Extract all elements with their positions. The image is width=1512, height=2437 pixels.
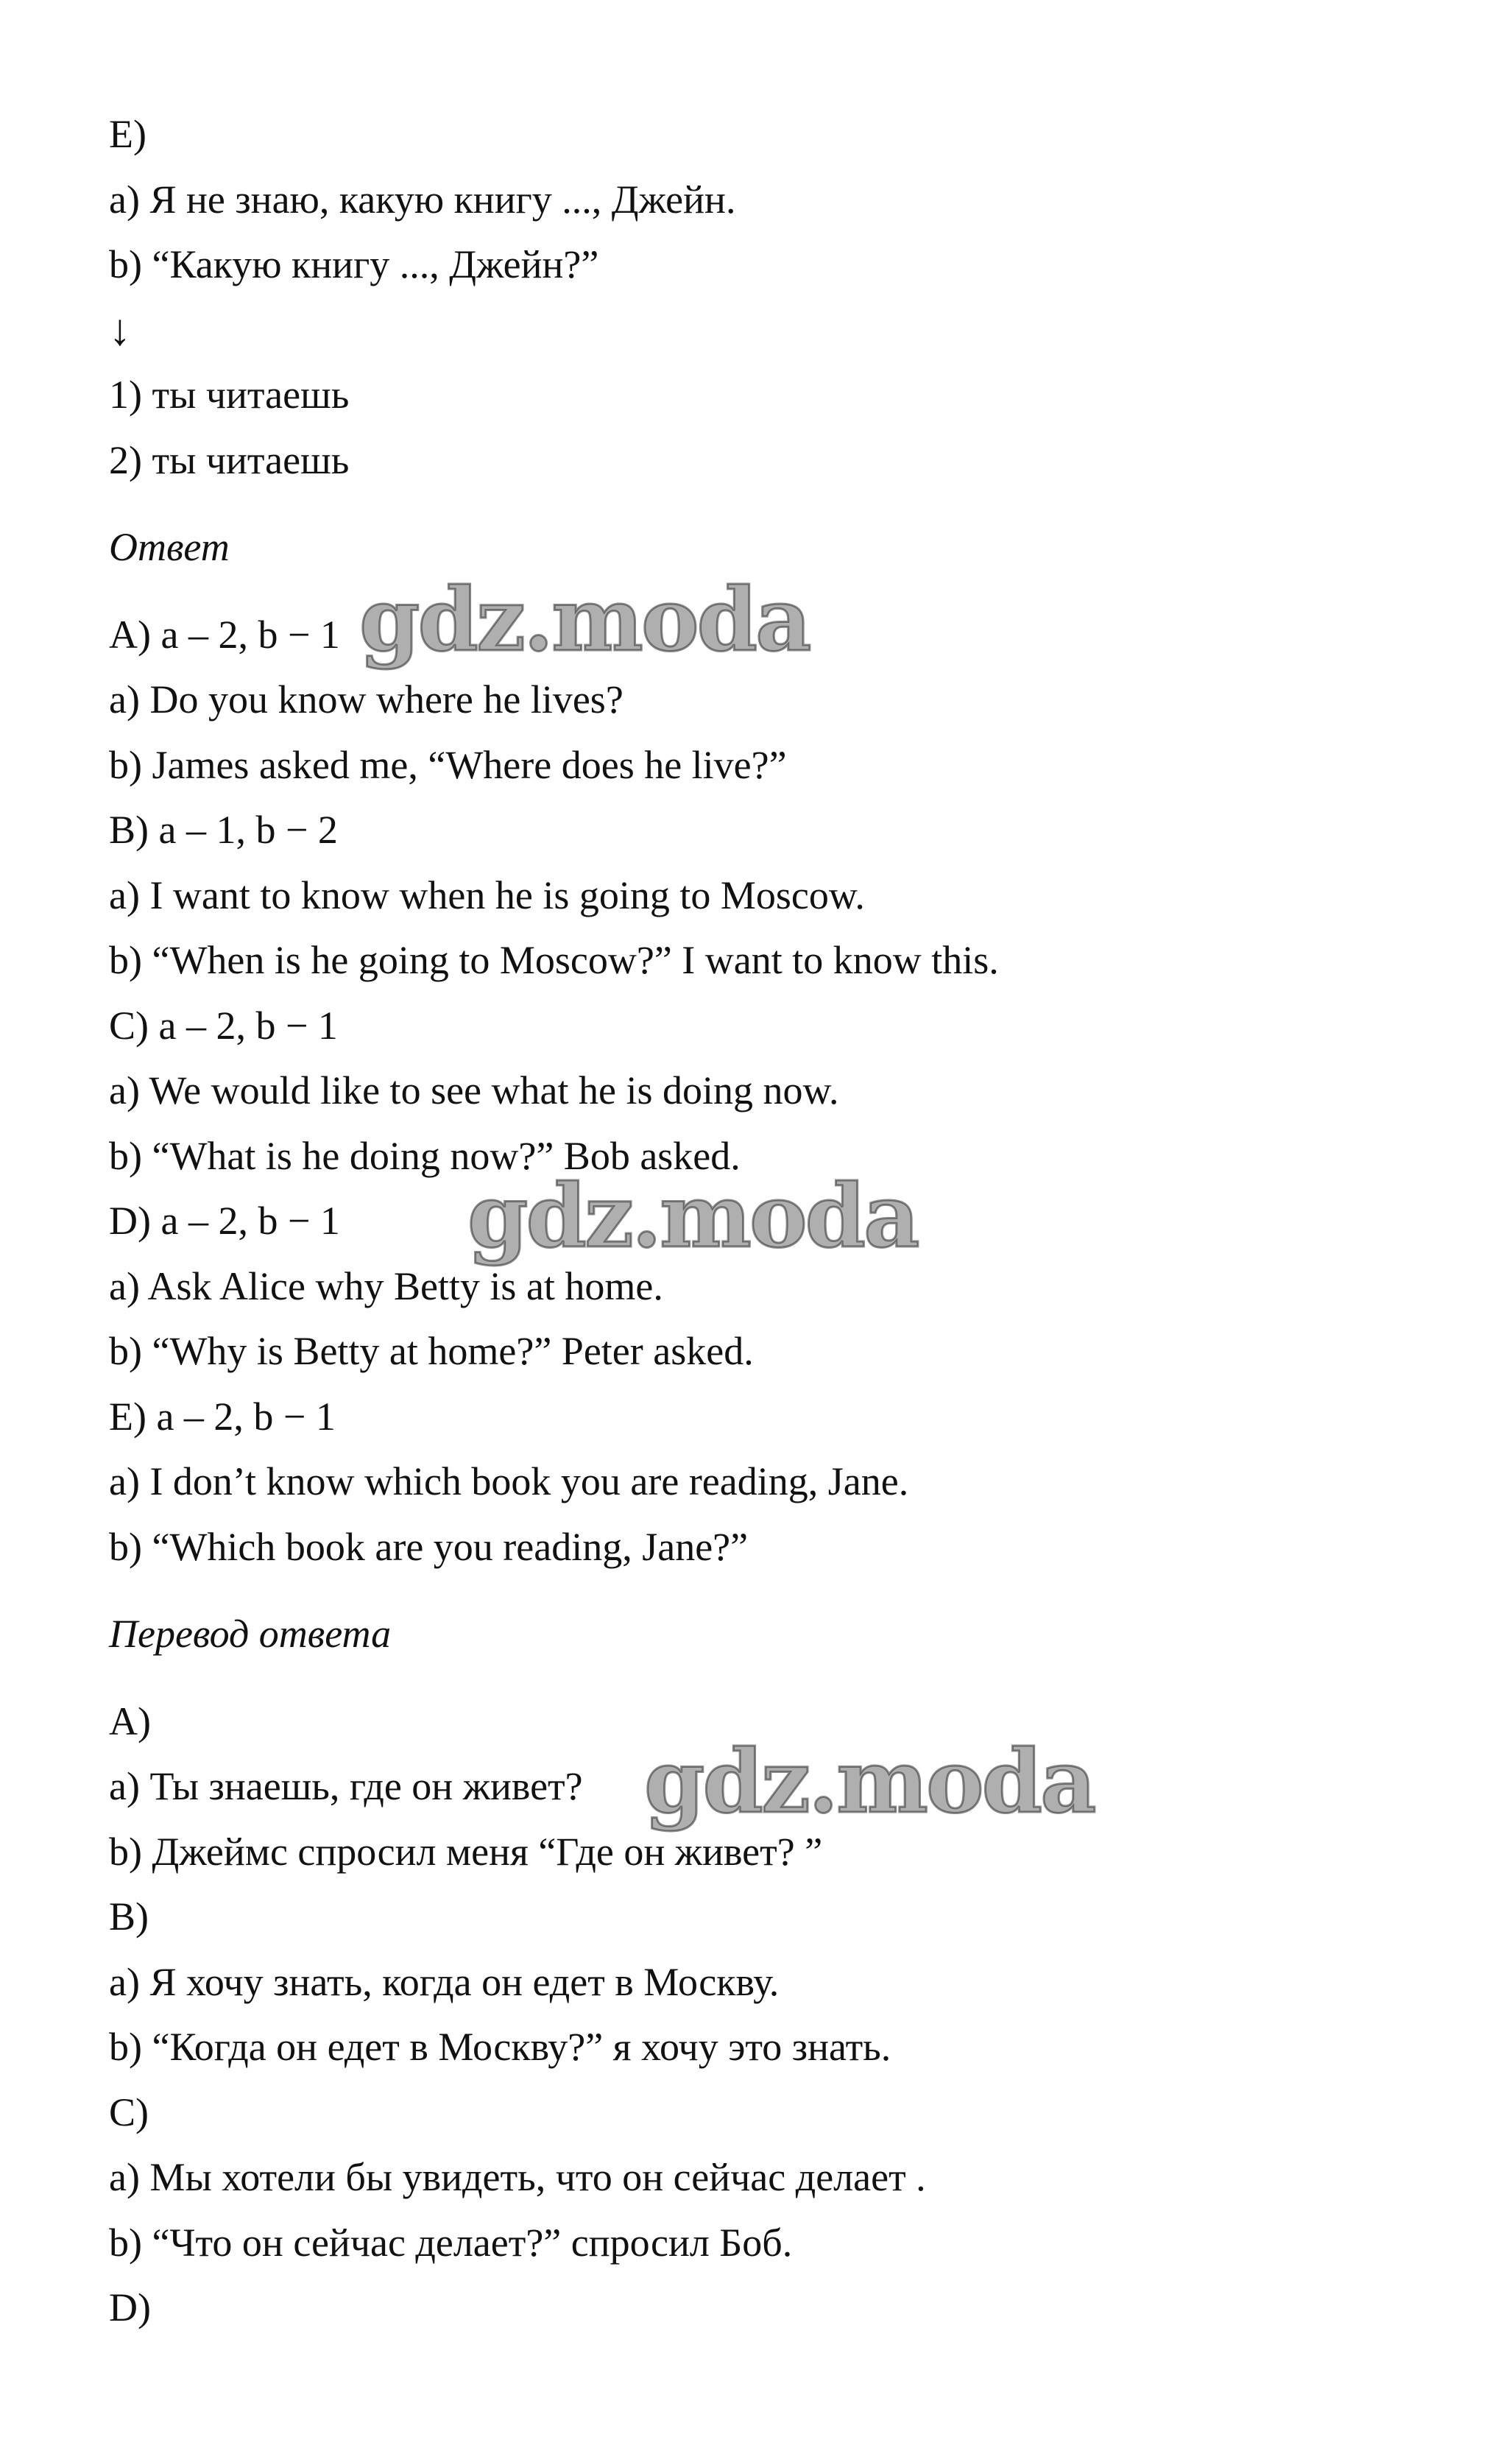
document-page [109, 102, 1434, 2341]
answer-line: b) “When is he going to Moscow?” I want to know this. [109, 938, 999, 982]
question-e-option-2: 2) ты читаешь [109, 437, 350, 482]
answer-line: C) a – 2, b − 1 [109, 1003, 338, 1048]
watermark-logo: gdz.moda [467, 1165, 918, 1267]
question-e-label: E) [109, 112, 146, 156]
answer-line: b) “Which book are you reading, Jane?” [109, 1524, 749, 1569]
answer-line: a) We would like to see what he is doing now. [109, 1068, 839, 1112]
answer-line: a) I want to know when he is going to Moscow. [109, 872, 865, 917]
translation-line: C) [109, 2089, 149, 2134]
answer-line: b) “What is he doing now?” Bob asked. [109, 1133, 741, 1178]
answer-line: a) Ask Alice why Betty is at home. [109, 1263, 663, 1308]
translation-line: a) Мы хотели бы увидеть, что он сейчас делает . [109, 2155, 926, 2199]
question-e-sentence-a: a) Я не знаю, какую книгу ..., Джейн. [109, 177, 736, 222]
answer-line: a) Do you know where he lives? [109, 677, 623, 722]
answer-line: E) a – 2, b − 1 [109, 1394, 336, 1439]
answer-heading: Ответ [109, 525, 230, 569]
translation-heading: Перевод ответа [109, 1612, 392, 1656]
question-e-option-1: 1) ты читаешь [109, 373, 350, 417]
translation-line: a) Я хочу знать, когда он едет в Москву. [109, 1959, 780, 2004]
translation-line: D) [109, 2285, 151, 2330]
translation-line: b) Джеймс спросил меня “Где он живет? ” [109, 1829, 823, 1874]
translation-line: A) [109, 1699, 151, 1743]
watermark-logo: gdz.moda [644, 1730, 1095, 1833]
translation-line: B) [109, 1894, 149, 1939]
translation-line: a) Ты знаешь, где он живет? [109, 1764, 583, 1808]
answer-line: B) a – 1, b − 2 [109, 808, 338, 852]
answer-line: A) a – 2, b − 1 [109, 612, 340, 657]
translation-line: b) “Когда он едет в Москву?” я хочу это знать. [109, 2025, 891, 2069]
answer-line: a) I don’t know which book you are reading, Jane. [109, 1459, 909, 1503]
watermark-logo: gdz.moda [359, 568, 810, 671]
question-e-sentence-b: b) “Какую книгу ..., Джейн?” [109, 242, 599, 286]
translation-line: b) “Что он сейчас делает?” спросил Боб. [109, 2220, 793, 2265]
answer-line: D) a – 2, b − 1 [109, 1199, 340, 1243]
answer-line: b) James asked me, “Where does he live?” [109, 742, 787, 787]
answer-line: b) “Why is Betty at home?” Peter asked. [109, 1329, 754, 1373]
down-arrow-icon: ↓ [109, 305, 131, 354]
